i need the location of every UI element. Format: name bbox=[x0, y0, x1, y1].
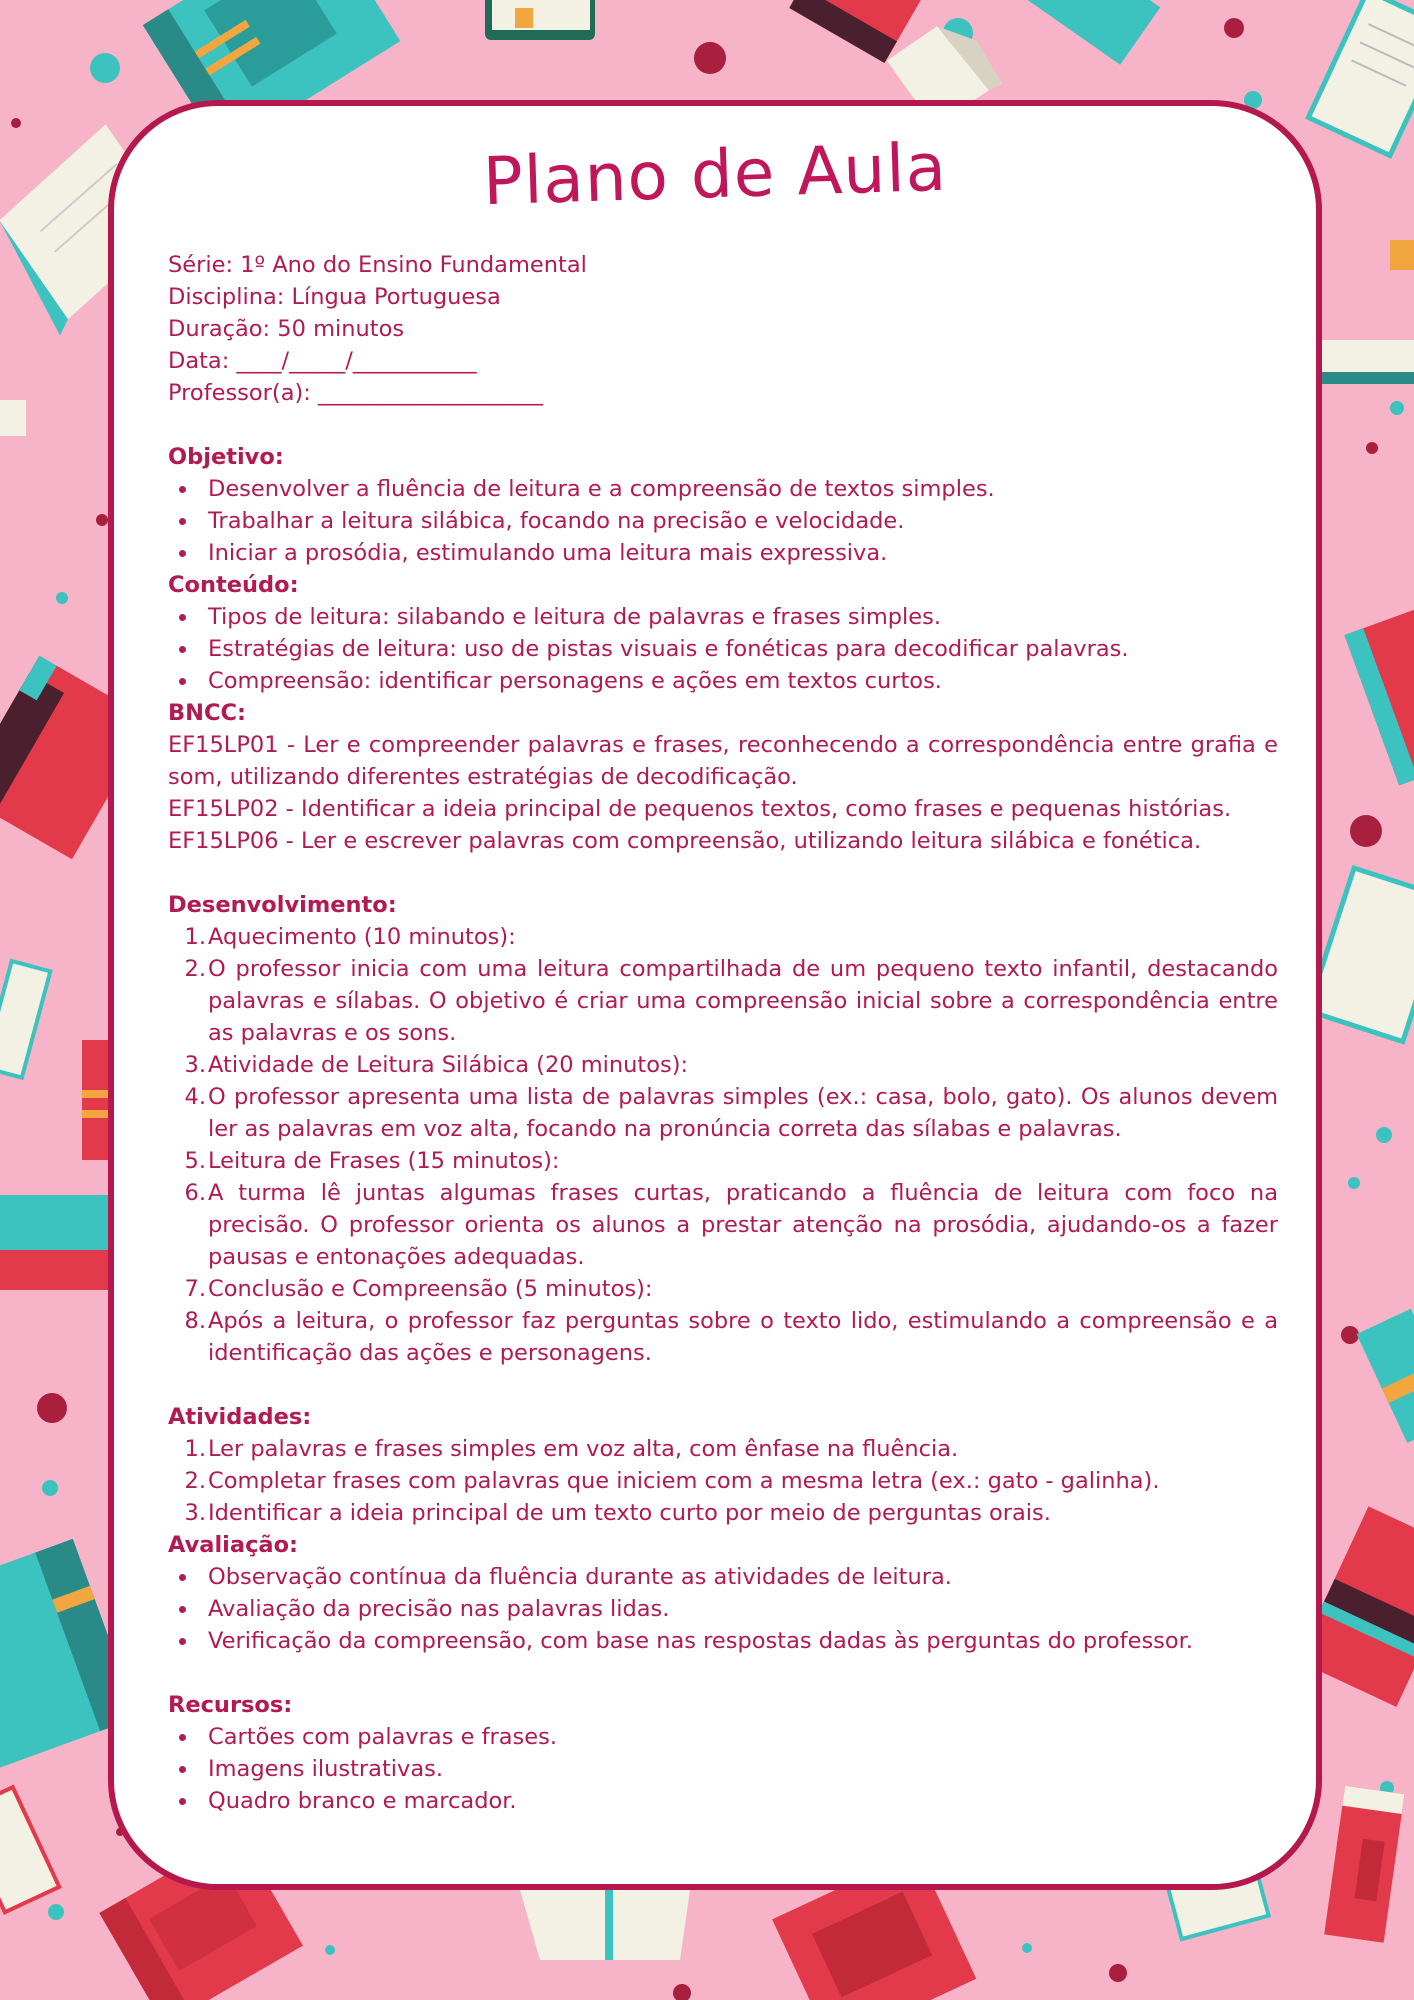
bncc-heading: BNCC: bbox=[168, 700, 247, 726]
bncc-item: EF15LP06 - Ler e escrever palavras com compreensão, utilizando leitura silábica e fonética. bbox=[168, 828, 1202, 854]
book-teal-top-right bbox=[1022, 0, 1160, 65]
desenvolvimento-list bbox=[168, 921, 1278, 1369]
conteudo-heading: Conteúdo: bbox=[168, 572, 299, 598]
list-item: Estratégias de leitura: uso de pistas visuais e fonéticas para decodificar palavras. bbox=[168, 633, 1278, 665]
list-item: Iniciar a prosódia, estimulando uma leitura mais expressiva. bbox=[168, 537, 1278, 569]
list-item: Imagens ilustrativas. bbox=[168, 1753, 1278, 1785]
objetivo-list bbox=[168, 473, 1278, 569]
disciplina-line: Disciplina: Língua Portuguesa bbox=[168, 284, 501, 310]
recursos-heading: Recursos: bbox=[168, 1692, 293, 1718]
bncc-item: EF15LP01 - Ler e compreender palavras e frases, reconhecendo a correspondência entre grafia e som, utilizando diferentes estratégias de decodificação. bbox=[168, 732, 1278, 790]
serie-line: Série: 1º Ano do Ensino Fundamental bbox=[168, 252, 587, 278]
list-item: Desenvolver a fluência de leitura e a compreensão de textos simples. bbox=[168, 473, 1278, 505]
book-open-left-bottom bbox=[0, 1787, 59, 1912]
book-red-right bbox=[1344, 608, 1414, 786]
duracao-line: Duração: 50 minutos bbox=[168, 316, 405, 342]
list-item: Avaliação da precisão nas palavras lidas. bbox=[168, 1593, 1278, 1625]
book-teal-right-low bbox=[1357, 1309, 1414, 1443]
recursos-list bbox=[168, 1721, 1278, 1817]
book-open-left-mid bbox=[0, 961, 50, 1078]
avaliacao-heading: Avaliação: bbox=[168, 1532, 299, 1558]
list-item: 8. Após a leitura, o professor faz perguntas sobre o texto lido, estimulando a compreensão e a identificação das ações e personagens. bbox=[184, 1308, 1278, 1366]
list-item: Tipos de leitura: silabando e leitura de palavras e frases simples. bbox=[168, 601, 1278, 633]
book-teal-left-mid bbox=[0, 1195, 108, 1290]
atividades-list bbox=[168, 1433, 1278, 1529]
list-item: 1. Aquecimento (10 minutos): bbox=[184, 924, 516, 950]
list-item: Cartões com palavras e frases. bbox=[168, 1721, 1278, 1753]
list-item: Compreensão: identificar personagens e ações em textos curtos. bbox=[168, 665, 1278, 697]
list-item: 4. O professor apresenta uma lista de palavras simples (ex.: casa, bolo, gato). Os alunos devem ler as palavras em voz alta, focando na pronúncia correta das sílabas e palavras. bbox=[184, 1084, 1278, 1142]
list-item: Trabalhar a leitura silábica, focando na precisão e velocidade. bbox=[168, 505, 1278, 537]
lesson-plan-card bbox=[108, 100, 1322, 1890]
lesson-plan-content bbox=[168, 249, 1278, 1817]
list-item: Observação contínua da fluência durante as atividades de leitura. bbox=[168, 1561, 1278, 1593]
book-open-right-mid bbox=[1308, 868, 1414, 1042]
list-item: 3. Identificar a ideia principal de um texto curto por meio de perguntas orais. bbox=[184, 1500, 1051, 1526]
list-item: 5. Leitura de Frases (15 minutos): bbox=[184, 1148, 560, 1174]
data-line: Data: ____/_____/___________ bbox=[168, 348, 477, 374]
book-edge-left bbox=[0, 400, 26, 436]
book-red-left-mid bbox=[82, 1040, 108, 1160]
objetivo-heading: Objetivo: bbox=[168, 444, 284, 470]
list-item: 2. Completar frases com palavras que iniciem com a mesma letra (ex.: gato - galinha). bbox=[184, 1468, 1160, 1494]
desenvolvimento-heading: Desenvolvimento: bbox=[168, 892, 397, 918]
bncc-item: EF15LP02 - Identificar a ideia principal de pequenos textos, como frases e pequenas histórias. bbox=[168, 796, 1232, 822]
atividades-heading: Atividades: bbox=[168, 1404, 312, 1430]
professor-line: Professor(a): ____________________ bbox=[168, 380, 543, 406]
book-open-bottom bbox=[520, 1890, 690, 1960]
conteudo-list bbox=[168, 601, 1278, 697]
list-item: 1. Ler palavras e frases simples em voz alta, com ênfase na fluência. bbox=[184, 1436, 959, 1462]
list-item: 6. A turma lê juntas algumas frases curtas, praticando a fluência de leitura com foco na precisão. O professor orienta os alunos a prestar atenção na prosódia, ajudando-os a fazer pausas e entonações adequadas. bbox=[184, 1180, 1278, 1270]
book-stack-right bbox=[1320, 240, 1414, 384]
avaliacao-list bbox=[168, 1561, 1278, 1657]
page-title: Plano de Aula bbox=[481, 128, 949, 221]
list-item: Verificação da compreensão, com base nas respostas dadas às perguntas do professor. bbox=[168, 1625, 1278, 1657]
book-open-right bbox=[1308, 0, 1414, 156]
book-green-top bbox=[485, 0, 595, 40]
list-item: 2. O professor inicia com uma leitura compartilhada de um pequeno texto infantil, destacando palavras e sílabas. O objetivo é criar uma compreensão inicial sobre a correspondência entre as palavras e os sons. bbox=[184, 956, 1278, 1046]
list-item: Quadro branco e marcador. bbox=[168, 1785, 1278, 1817]
book-red-right-bottom bbox=[1324, 1786, 1404, 1943]
list-item: 7. Conclusão e Compreensão (5 minutos): bbox=[184, 1276, 653, 1302]
list-item: 3. Atividade de Leitura Silábica (20 minutos): bbox=[184, 1052, 689, 1078]
